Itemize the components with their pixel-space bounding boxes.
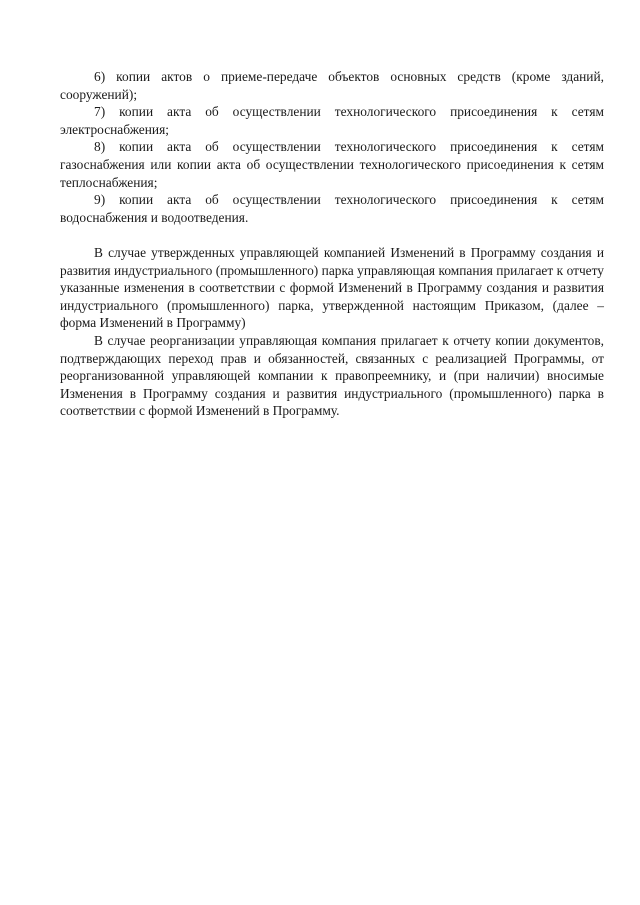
list-item-7: 7) копии акта об осуществлении технологического присоединения к сетям электроснабжения; [60, 104, 604, 137]
paragraph-spacer [60, 226, 604, 244]
list-item-8: 8) копии акта об осуществлении технологического присоединения к сетям газоснабжения или копии акта об осуществлении технологического присоединения к сетям теплоснабжения; [60, 139, 604, 190]
paragraph-reorganization: В случае реорганизации управляющая компания прилагает к отчету копии документов, подтверждающих переход прав и обязанностей, связанных с реализацией Программы, от реорганизованной управляющей компании к правопреемнику, и (при наличии) вносимые Изменения в Программу создания и развития индустриального (промышленного) парка в соответствии с формой Изменений в Программу. [60, 332, 604, 419]
list-item-9: 9) копии акта об осуществлении технологического присоединения к сетям водоснабжения и водоотведения. [60, 192, 604, 225]
document-body [60, 68, 604, 420]
paragraph-program-changes: В случае утвержденных управляющей компанией Изменений в Программу создания и развития индустриального (промышленного) парка управляющая компания прилагает к отчету указанные изменения в соответствии с формой Изменений в Программу создания и развития индустриального (промышленного) парка, утвержденной настоящим Приказом, (далее – форма Изменений в Программу) [60, 244, 604, 331]
list-item-6: 6) копии актов о приеме-передаче объектов основных средств (кроме зданий, сооружений); [60, 69, 604, 102]
